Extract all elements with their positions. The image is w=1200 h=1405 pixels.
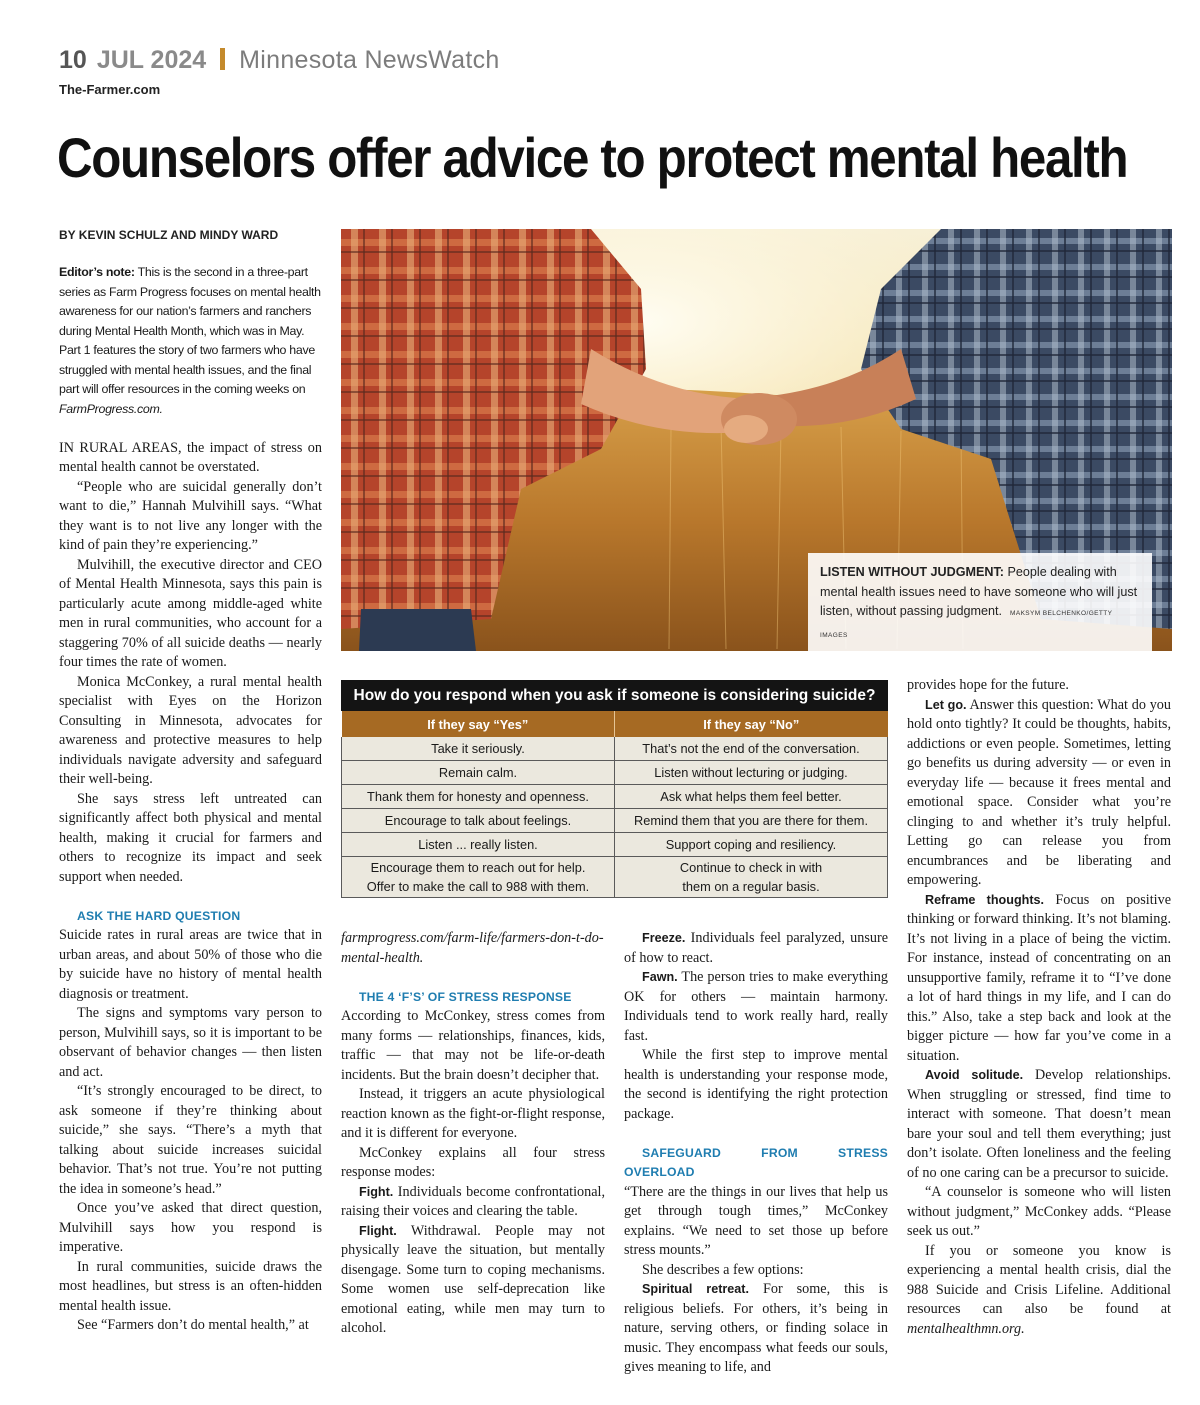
page-number: 10: [59, 46, 87, 74]
article-link: farmprogress.com/farm-life/farmers-don-t-do-mental-health.: [341, 930, 604, 966]
article-paragraph: In rural communities, suicide draws the most headlines, but stress is an often-hidden mental health issue.: [59, 1258, 322, 1314]
flight-label: Flight.: [359, 1223, 397, 1238]
resource-link: mentalhealthmn.org.: [907, 1320, 1025, 1337]
article-paragraph: provides hope for the future.: [907, 677, 1069, 693]
editors-note-link: FarmProgress.com.: [59, 401, 163, 416]
let-go-label: Let go.: [925, 697, 967, 712]
intro-caps: IN RURAL AREAS,: [59, 439, 182, 456]
article-paragraph: Fight. Individuals become confrontational, raising their voices and clearing the table.: [341, 1183, 605, 1219]
caption-text: People dealing with mental health issues need to have someone who will just listen, without passing judgment.: [820, 565, 1138, 618]
cell-yes: Thank them for honesty and openness.: [342, 785, 615, 809]
freeze-label: Freeze.: [642, 931, 686, 945]
cell-yes: Remain calm.: [342, 761, 615, 785]
article-paragraph: According to McConkey, stress comes from many forms — relationships, finances, kids, traffic — that may not be life-or-death incidents. But the brain doesn’t decipher that.: [341, 1008, 605, 1083]
article-paragraph: If you or someone you know is experiencing a mental health crisis, dial the 988 Suicide and Crisis Lifeline. Additional resources can also be found at mentalhealthmn.org.: [907, 1242, 1171, 1337]
caption-label: LISTEN WITHOUT JUDGMENT:: [820, 565, 1004, 579]
table-row: [342, 833, 888, 857]
cell-yes: Encourage to talk about feelings.: [342, 809, 615, 833]
spiritual-label: Spiritual retreat.: [642, 1282, 749, 1296]
article-paragraph: Monica McConkey, a rural mental health specialist with Eyes on the Horizon Consulting in Minnesota, advocates for awareness and protective measures to help individuals navigate adversity and safeguard their well-being.: [59, 673, 322, 787]
response-table-grid: [341, 711, 888, 898]
article-paragraph: Avoid solitude. Develop relationships. When struggling or stressed, find time to interact with someone. That doesn’t mean bare your soul and tell them everything; just don’t isolate. Often loneliness and the feeling of no one caring can be a precursor to suicide.: [907, 1067, 1171, 1181]
cell-no: Support coping and resiliency.: [615, 833, 888, 857]
reframe-label: Reframe thoughts.: [925, 892, 1045, 907]
article-paragraph: “It’s strongly encouraged to be direct, to ask someone if they’re thinking about suicide,” she says. “There’s a myth that talking about suicide increases suicidal behavior. That’s not true. You’re not putting the idea in someone’s head.”: [59, 1083, 322, 1197]
article-paragraph: Fawn. The person tries to make everything OK for others — maintain harmony. Individuals tend to work really hard, really fast.: [624, 969, 888, 1044]
cell-no: Listen without lecturing or judging.: [615, 761, 888, 785]
cell-no: Ask what helps them feel better.: [615, 785, 888, 809]
article-paragraph: Reframe thoughts. Focus on positive thinking or forward thinking. It’s not blaming. It’s not living in a place of being the victim. For instance, instead of concentrating on an unsupportive family, reframe it to “I’ve done a lot of hard things in my life, and I can do this.” Also, take a step back and look at the bigger picture — how far you’ve come in a situation.: [907, 891, 1172, 1064]
table-row: [342, 857, 888, 898]
headline: Counselors offer advice to protect mental health: [57, 126, 1128, 189]
article-paragraph: Flight. Withdrawal. People may not physically leave the situation, but mentally disengage. Some turn to coping mechanisms. Some women use self-deprecation like emotional eating, while men may turn to alcohol.: [341, 1222, 605, 1336]
article-paragraph: Suicide rates in rural areas are twice that in urban areas, and about 50% of those who die by suicide have no history of mental health diagnosis or treatment.: [59, 927, 322, 1002]
article-paragraph: The signs and symptoms vary person to person, Mulvihill says, so it is important to be observant of behavior changes — then listen and act.: [59, 1005, 322, 1080]
column-4: [907, 676, 1171, 1339]
editors-note: [59, 263, 322, 419]
cell-yes: Encourage them to reach out for help. Offer to make the call to 988 with them.: [342, 857, 615, 898]
subhead-safeguard: SAFEGUARD FROM STRESS OVERLOAD: [624, 1145, 888, 1179]
header-if-yes: If they say “Yes”: [342, 711, 615, 737]
article-paragraph: Mulvihill, the executive director and CEO of Mental Health Minnesota, says this pain is particularly acute among middle-aged white men in rural communities, who account for a staggering 70% of all suicide deaths — nearly four times the rate of women.: [59, 556, 322, 670]
fight-label: Fight.: [359, 1184, 394, 1199]
article-paragraph: Freeze. Individuals feel paralyzed, unsure of how to react.: [624, 930, 888, 966]
response-table-title: How do you respond when you ask if someone is considering suicide?: [341, 680, 888, 711]
section-name: Minnesota NewsWatch: [239, 46, 500, 74]
article-paragraph: See “Farmers don’t do mental health,” at: [77, 1317, 309, 1333]
article-paragraph: “People who are suicidal generally don’t want to die,” Hannah Mulvihill says. “What they want is to not live any longer with the kind of pain they’re experiencing.”: [59, 478, 322, 553]
article-paragraph: Instead, it triggers an acute physiological reaction known as the fight-or-flight response, and it is different for everyone.: [341, 1086, 605, 1141]
column-1: [59, 263, 322, 1336]
issue-date: JUL 2024: [96, 46, 207, 74]
article-paragraph: “A counselor is someone who will listen without judgment,” McConkey adds. “Please seek us out.”: [907, 1184, 1171, 1239]
editors-note-label: Editor’s note:: [59, 265, 135, 279]
table-row: [342, 761, 888, 785]
byline: BY KEVIN SCHULZ AND MINDY WARD: [59, 228, 279, 242]
article-paragraph: “There are the things in our lives that help us get through tough times,” McConkey explains. “We need to set those up before stress mounts.”: [624, 1183, 888, 1258]
page-folio: [59, 46, 500, 75]
cell-no: That’s not the end of the conversation.: [615, 737, 888, 761]
article-paragraph: While the first step to improve mental health is understanding your response mode, the second is identifying the right protection package.: [624, 1047, 888, 1122]
photo-caption: [808, 553, 1152, 655]
cell-no: Continue to check in with them on a regular basis.: [615, 857, 888, 898]
subhead-ask-hard-question: ASK THE HARD QUESTION: [77, 908, 241, 923]
article-paragraph: Spiritual retreat. For some, this is religious beliefs. For others, it’s being in nature, serving others, or finding solace in music. They encompass what feeds our souls, gives meaning to life, and: [624, 1281, 889, 1375]
fawn-label: Fawn.: [642, 970, 678, 984]
article-paragraph: She says stress left untreated can significantly affect both physical and mental health, making it crucial for farmers and others to recognize its impact and seek support when needed.: [59, 790, 322, 885]
column-2: [341, 929, 605, 1339]
photo-credit: MAKSYM BELCHENKO/GETTY IMAGES: [820, 610, 1113, 639]
cell-no: Remind them that you are there for them.: [615, 809, 888, 833]
article-paragraph: McConkey explains all four stress response modes:: [341, 1144, 605, 1180]
table-row: [342, 809, 888, 833]
article-paragraph: Once you’ve asked that direct question, Mulvihill says how you respond is imperative.: [59, 1200, 322, 1255]
subhead-4-fs: THE 4 ‘F’S’ OF STRESS RESPONSE: [359, 989, 572, 1004]
header-if-no: If they say “No”: [615, 711, 888, 737]
response-table: [341, 680, 888, 898]
website-url: The-Farmer.com: [59, 82, 161, 97]
column-3: [624, 929, 888, 1378]
table-row: [342, 737, 888, 761]
article-paragraph: She describes a few options:: [642, 1261, 804, 1278]
avoid-solitude-label: Avoid solitude.: [925, 1068, 1024, 1082]
table-row: [342, 785, 888, 809]
article-paragraph: Let go. Answer this question: What do you hold onto tightly? It could be thoughts, habits, addictions or even people. Sometimes, letting go benefits us during adversity — or even in everyday life — because it frees mental and emotional space. Consider what you’re clinging to and whether it’s truly helpful. Letting go can release you from encumbrances and be liberating and empowering.: [907, 696, 1171, 888]
cell-yes: Take it seriously.: [342, 737, 615, 761]
folio-divider: [220, 48, 225, 70]
editors-note-text: This is the second in a three-part series as Farm Progress focuses on mental health awareness for our nation’s farmers and ranchers during Mental Health Month, which was in May. Part 1 features the story of two farmers who have struggled with mental health issues, and the final part will offer resources in the coming weeks on: [59, 265, 321, 396]
cell-yes: Listen ... really listen.: [342, 833, 615, 857]
article-paragraph: IN RURAL AREAS, the impact of stress on mental health cannot be overstated.: [59, 439, 322, 475]
